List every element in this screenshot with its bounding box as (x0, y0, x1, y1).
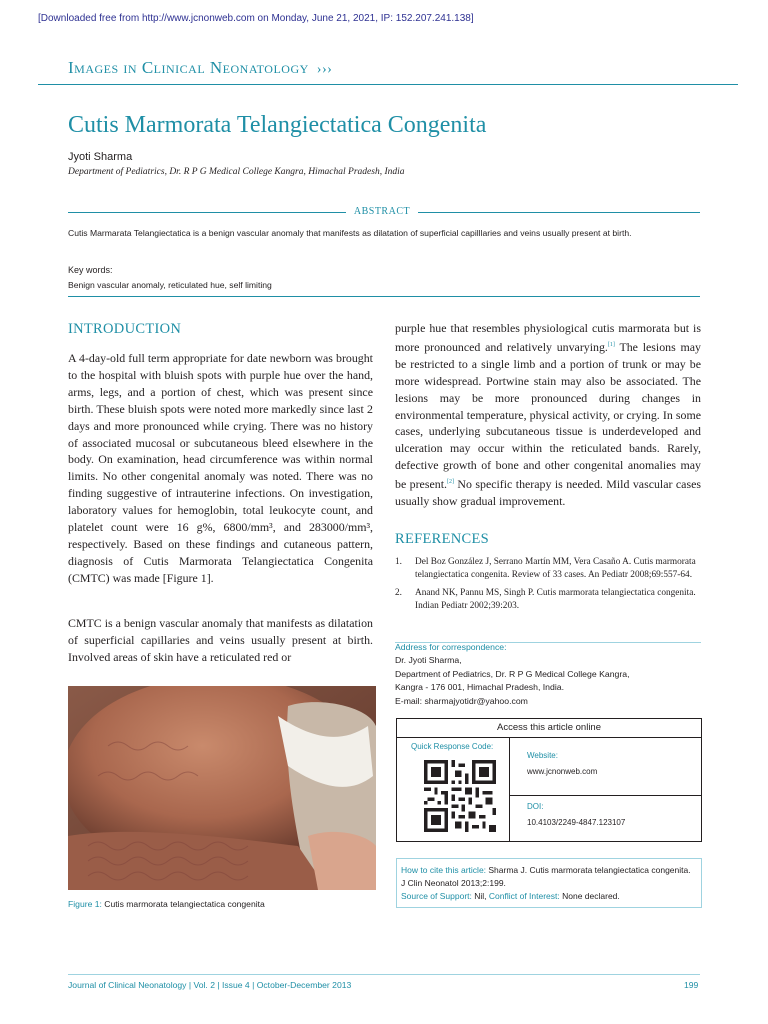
references-heading: REFERENCES (395, 531, 490, 547)
reference-number: 1. (395, 557, 402, 567)
references-list (395, 556, 701, 618)
support-label: Source of Support: (401, 891, 472, 901)
divider (418, 212, 700, 213)
divider (68, 296, 700, 297)
introduction-paragraph-1 (68, 350, 373, 587)
website-link[interactable]: www.jcnonweb.com (527, 767, 598, 776)
article-title: Cutis Marmorata Telangiectatica Congenita (68, 112, 487, 138)
journal-footer: Journal of Clinical Neonatology | Vol. 2 | Issue 4 | October-December 2013 (68, 980, 352, 990)
qr-label: Quick Response Code: (411, 742, 494, 751)
text-segment: purple hue that resembles physiological cutis marmorata but is more pronounced and relatively unvarying. (395, 321, 701, 354)
author-affiliation: Department of Pediatrics, Dr. R P G Medical College Kangra, Himachal Pradesh, India (68, 167, 405, 177)
section-label: Images in Clinical Neonatology (68, 58, 309, 77)
text-segment: The lesions may be restricted to a single limb and a portion of trunk or may be more widespread. Portwine stain may also be associated. The lesions may be more pronounced during changes in environmental temperature, physical activity, or crying. In some cases, underlying subcutaneous tissue is underdeveloped and ulceration may occur within the reticulated bands. Rarely, defective growth of bone and other congenital anomalies may be present. (395, 339, 701, 492)
abstract-text: Cutis Marmarata Telangiectatica is a benign vascular anomaly that manifests as dilatation of superficial capilllaries and veins usually present at birth. (68, 228, 632, 238)
how-to-cite-text: Sharma J. Cutis marmorata telangiectatica congenita. J Clin Neonatol 2013;2:199. (401, 865, 691, 888)
divider (510, 795, 701, 796)
introduction-paragraph-2 (68, 615, 373, 666)
figure-1-photo (68, 686, 376, 890)
conflict-text: None declared. (559, 891, 620, 901)
conflict-label: Conflict of Interest: (488, 891, 560, 901)
doi-link[interactable]: 10.4103/2249-4847.123107 (527, 818, 626, 827)
citation-link[interactable]: [2] (446, 479, 454, 486)
paragraph-text: CMTC is a benign vascular anomaly that manifests as dilatation of superficial capillaries and veins usually present at birth. Involved areas of skin have a reticulated red or (68, 616, 373, 664)
paragraph-text (395, 320, 701, 510)
author-name: Jyoti Sharma (68, 151, 133, 163)
reference-text: Anand NK, Pannu MS, Singh P. Cutis marmorata telangiectatica congenita. Indian Pediatr 2002;39:203. (415, 588, 696, 611)
figure-caption (68, 899, 265, 909)
how-to-cite (401, 864, 697, 890)
keywords-label: Key words: (68, 265, 113, 275)
divider (68, 974, 700, 975)
access-heading: Access this article online (397, 719, 701, 738)
figure-caption-text: Cutis marmorata telangiectatica congenita (101, 899, 265, 909)
introduction-paragraph-3 (395, 320, 701, 510)
how-to-cite-label: How to cite this article: (401, 865, 487, 875)
reference-number: 2. (395, 588, 402, 598)
download-banner: [Downloaded free from http://www.jcnonweb.com on Monday, June 21, 2021, IP: 152.207.241.138] (38, 13, 474, 24)
introduction-heading: INTRODUCTION (68, 321, 182, 337)
abstract-label: ABSTRACT (353, 206, 411, 217)
correspondence-block (395, 641, 701, 708)
support-conflict (401, 890, 697, 903)
support-text: Nil, (471, 891, 489, 901)
access-article-box (396, 718, 702, 842)
citation-content (401, 864, 697, 903)
reference-text: Del Boz González J, Serrano Martín MM, Vera Casaño A. Cutis marmorata telangiectatica congenita. Review of 33 cases. An Pediatr 2008;69:557-64. (415, 557, 696, 580)
reference-item (395, 556, 701, 581)
correspondence-line: Kangra - 176 001, Himachal Pradesh, India. (395, 682, 565, 693)
citation-link[interactable]: [1] (607, 341, 615, 348)
section-header (68, 58, 332, 78)
correspondence-line: Department of Pediatrics, Dr. R P G Medical College Kangra, (395, 668, 630, 679)
correspondence-label: Address for correspondence: (395, 642, 507, 652)
qr-panel (397, 738, 510, 841)
infant-photo-illustration (68, 686, 376, 890)
keywords-text: Benign vascular anomaly, reticulated hue, self limiting (68, 280, 272, 290)
figure-label: Figure 1: (68, 899, 102, 909)
divider (68, 212, 346, 213)
doi-label: DOI: (527, 802, 544, 811)
citation-box (396, 858, 702, 908)
reference-item (395, 587, 701, 612)
divider (38, 84, 738, 85)
text-segment: No specific therapy is needed. Mild vascular cases usually show gradual improvement. (395, 477, 701, 508)
website-label: Website: (527, 751, 558, 760)
paragraph-text: A 4-day-old full term appropriate for date newborn was brought to the hospital with bluish spots with purple hue over the hand, arms, legs, and a portion of chest, which was present since birth. These bluish spots were noted more markedly since last 2 days and more pronounced while crying. There was no history of associated mucosal or subcutaneous bleed elsewhere in the body. On examination, head circumference was within normal limits. No other congenital anomaly was noted. There was no finding suggestive of intrauterine infections. On investigation, laboratory values for hemoglobin, total leukocyte count, and platelet count were 16 g%, 6800/mm³, and 283000/mm³, respectively. Based on these findings and cutaneous pattern, diagnosis of Cutis Marmorata Telangiectatica Congenita (CMTC) was made [Figure 1]. (68, 351, 373, 585)
correspondence-line: Dr. Jyoti Sharma, (395, 655, 462, 666)
qr-code-icon[interactable] (424, 760, 496, 832)
chevron-right-icon: ››› (316, 62, 333, 77)
correspondence-email[interactable]: E-mail: sharmajyotidr@yahoo.com (395, 695, 528, 706)
page-number: 199 (684, 980, 699, 990)
